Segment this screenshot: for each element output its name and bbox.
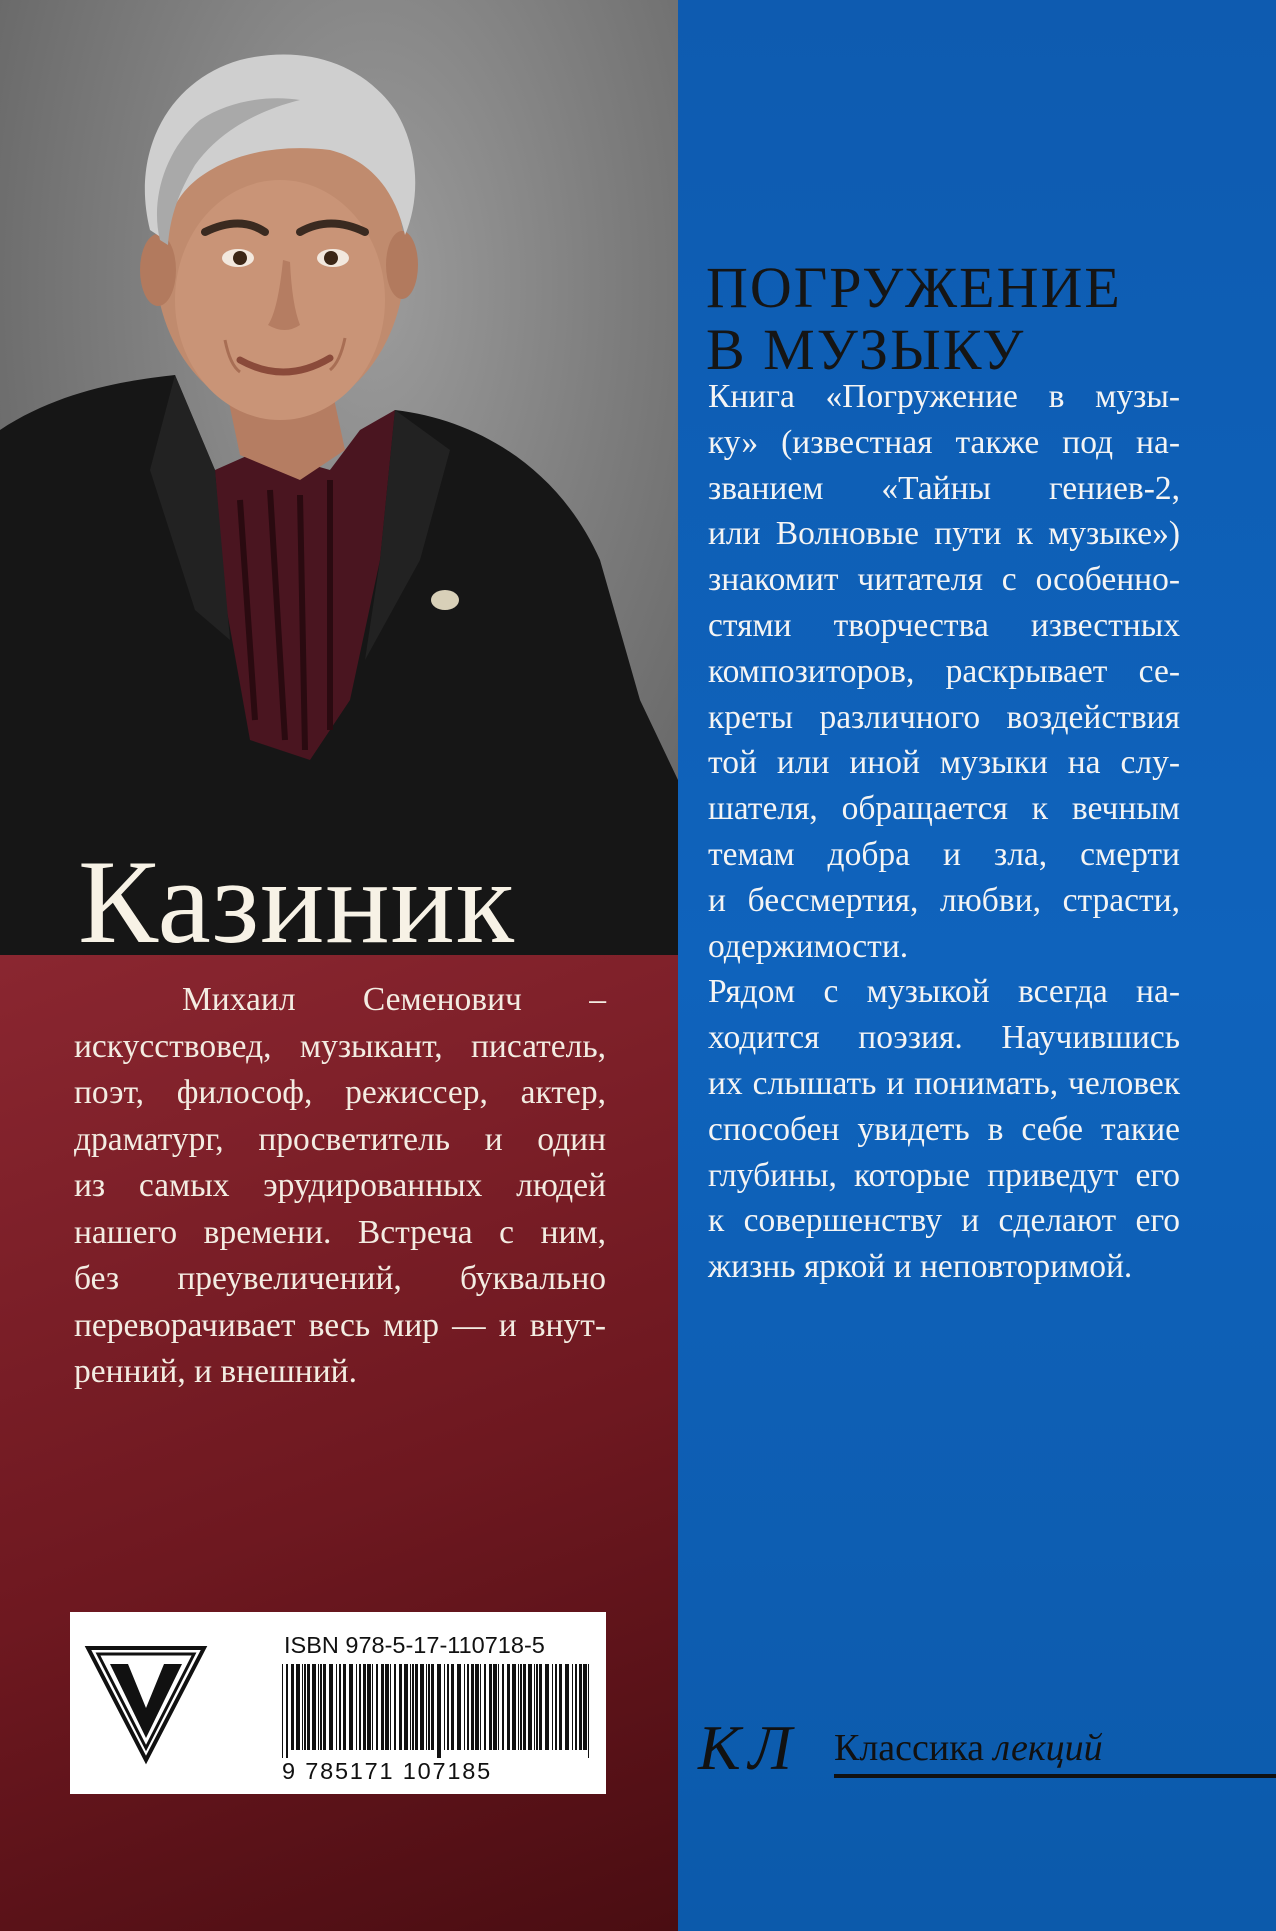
barcode-bar bbox=[318, 1664, 319, 1750]
bio-line: переворачивает весь мир — и внут- bbox=[74, 1306, 606, 1344]
barcode-bar bbox=[467, 1664, 469, 1750]
book-title bbox=[706, 254, 1122, 382]
barcode-bar bbox=[534, 1664, 535, 1750]
barcode-bar bbox=[588, 1664, 589, 1758]
bio-line: без преувеличений, буквально bbox=[74, 1260, 606, 1297]
description-line: ку» (известная также под на- bbox=[708, 423, 1180, 461]
barcode-bar bbox=[291, 1664, 294, 1750]
barcode-bar bbox=[349, 1664, 353, 1750]
description-line: к совершенству и сделают его bbox=[708, 1202, 1180, 1240]
description-line: жизнь яркой и неповторимой. bbox=[708, 1248, 1133, 1286]
barcode-bar bbox=[282, 1664, 283, 1758]
barcode-bar bbox=[528, 1664, 532, 1750]
series-name-regular: Классика bbox=[834, 1727, 984, 1769]
barcode-bar bbox=[493, 1664, 497, 1750]
barcode-bar bbox=[437, 1664, 441, 1758]
barcode-bar bbox=[412, 1664, 414, 1750]
barcode-bar bbox=[339, 1664, 341, 1750]
barcode-bar bbox=[575, 1664, 577, 1750]
barcode-bar bbox=[444, 1664, 445, 1750]
barcode-bar bbox=[583, 1664, 587, 1750]
description-line: званием «Тайны гениев-2, bbox=[708, 469, 1180, 507]
barcode-digits: 9 785171 107185 bbox=[282, 1758, 492, 1784]
description-line: Рядом с музыкой всегда на- bbox=[708, 973, 1180, 1011]
description-line: Книга «Погружение в музы- bbox=[708, 378, 1180, 415]
description-line: креты различного воздействия bbox=[708, 698, 1180, 736]
barcode-bar bbox=[420, 1664, 424, 1750]
barcode-bar bbox=[376, 1664, 378, 1750]
book-title-line: ПОГРУЖЕНИЕ bbox=[706, 254, 1122, 320]
barcode-bar bbox=[536, 1664, 538, 1750]
barcode-bar bbox=[415, 1664, 418, 1750]
description-line: стями творчества известных bbox=[708, 606, 1180, 644]
barcode-bar bbox=[359, 1664, 361, 1750]
barcode-bar bbox=[286, 1664, 288, 1758]
description-line: темам добра и зла, смерти bbox=[708, 835, 1180, 873]
author-bio bbox=[74, 977, 606, 1396]
series-name-italic: лекций bbox=[993, 1727, 1103, 1769]
publisher-logo-icon bbox=[84, 1642, 208, 1766]
barcode-bar bbox=[484, 1664, 486, 1750]
description-line: одержимости. bbox=[708, 927, 909, 965]
barcode-bar bbox=[464, 1664, 465, 1750]
series-rule bbox=[834, 1774, 1276, 1778]
barcode-bar bbox=[447, 1664, 449, 1750]
right-panel bbox=[678, 0, 1276, 1931]
barcode-bar bbox=[336, 1664, 337, 1750]
barcode-bar bbox=[363, 1664, 366, 1750]
barcode-bar bbox=[385, 1664, 389, 1750]
bio-line: из самых эрудированных людей bbox=[74, 1167, 606, 1204]
barcode-bar bbox=[404, 1664, 408, 1750]
description-line: композиторов, раскрывает се- bbox=[708, 652, 1180, 690]
author-photo bbox=[0, 0, 678, 955]
barcode-bar bbox=[502, 1664, 504, 1750]
barcode-bar bbox=[559, 1664, 562, 1750]
barcode-bar bbox=[520, 1664, 522, 1750]
barcode-bar bbox=[320, 1664, 322, 1750]
barcode-bar bbox=[471, 1664, 474, 1750]
barcode-bar bbox=[545, 1664, 549, 1750]
barcode-bar bbox=[323, 1664, 326, 1750]
book-title-line: В МУЗЫКУ bbox=[706, 316, 1026, 382]
barcode-bar bbox=[539, 1664, 542, 1750]
author-surname: Казиник bbox=[78, 835, 516, 955]
barcode-icon bbox=[280, 1664, 596, 1758]
description-line: знакомит читателя с особенно- bbox=[708, 561, 1180, 599]
description-line: ходится поэзия. Научившись bbox=[708, 1019, 1180, 1057]
barcode-bar bbox=[475, 1664, 479, 1750]
barcode-bar bbox=[498, 1664, 499, 1750]
barcode-bar bbox=[381, 1664, 384, 1750]
barcode-bar bbox=[304, 1664, 306, 1750]
series-logo bbox=[698, 1712, 1276, 1786]
barcode-bar bbox=[372, 1664, 373, 1750]
barcode-bar bbox=[451, 1664, 454, 1750]
barcode-bar bbox=[480, 1664, 481, 1750]
barcode-bar bbox=[572, 1664, 573, 1750]
barcode-bar bbox=[390, 1664, 391, 1750]
series-name bbox=[834, 1726, 1103, 1770]
book-description bbox=[708, 374, 1180, 1290]
description-line: той или иной музыки на слу- bbox=[708, 744, 1180, 782]
description-line: шателя, обращается к вечным bbox=[708, 790, 1180, 828]
barcode-bar bbox=[394, 1664, 396, 1750]
barcode-bar bbox=[356, 1664, 357, 1750]
barcode-bar bbox=[343, 1664, 346, 1750]
description-line: и бессмертия, любви, страсти, bbox=[708, 881, 1180, 919]
author-portrait-icon bbox=[0, 0, 678, 955]
barcode-bar bbox=[428, 1664, 430, 1750]
barcode-bar bbox=[399, 1664, 402, 1750]
barcode-bar bbox=[431, 1664, 434, 1750]
barcode-bar bbox=[312, 1664, 316, 1750]
barcode-bar bbox=[579, 1664, 582, 1750]
bio-line: ренний, и внешний. bbox=[74, 1353, 357, 1390]
bio-line: поэт, философ, режиссер, актер, bbox=[74, 1074, 606, 1111]
barcode-bar bbox=[302, 1664, 303, 1750]
isbn-number: ISBN 978-5-17-110718-5 bbox=[284, 1632, 545, 1658]
barcode-bar bbox=[518, 1664, 519, 1750]
barcode-bar bbox=[552, 1664, 553, 1750]
barcode-bar bbox=[296, 1664, 300, 1750]
bio-line: Михаил Семенович – bbox=[182, 981, 606, 1018]
series-mark: К Л bbox=[698, 1712, 788, 1783]
bio-line: искусствовед, музыкант, писатель, bbox=[74, 1027, 606, 1065]
description-line: глубины, которые приведут его bbox=[708, 1156, 1180, 1194]
barcode-bar bbox=[565, 1664, 569, 1750]
bio-line: нашего времени. Встреча с ним, bbox=[74, 1213, 606, 1251]
barcode-bar bbox=[307, 1664, 310, 1750]
barcode-bar bbox=[426, 1664, 427, 1750]
barcode-bar bbox=[555, 1664, 557, 1750]
description-line: способен увидеть в себе такие bbox=[708, 1110, 1180, 1148]
barcode-bar bbox=[410, 1664, 411, 1750]
description-line: или Волновые пути к музыке») bbox=[708, 515, 1180, 553]
isbn-block bbox=[70, 1612, 606, 1794]
barcode-bar bbox=[512, 1664, 516, 1750]
bio-line: драматург, просветитель и один bbox=[74, 1120, 606, 1158]
description-line: их слышать и понимать, человек bbox=[708, 1064, 1180, 1102]
barcode-bar bbox=[329, 1664, 333, 1750]
barcode-bar bbox=[507, 1664, 510, 1750]
barcode-bar bbox=[489, 1664, 492, 1750]
barcode-bar bbox=[523, 1664, 526, 1750]
barcode-bar bbox=[457, 1664, 461, 1750]
barcode-bar bbox=[367, 1664, 371, 1750]
